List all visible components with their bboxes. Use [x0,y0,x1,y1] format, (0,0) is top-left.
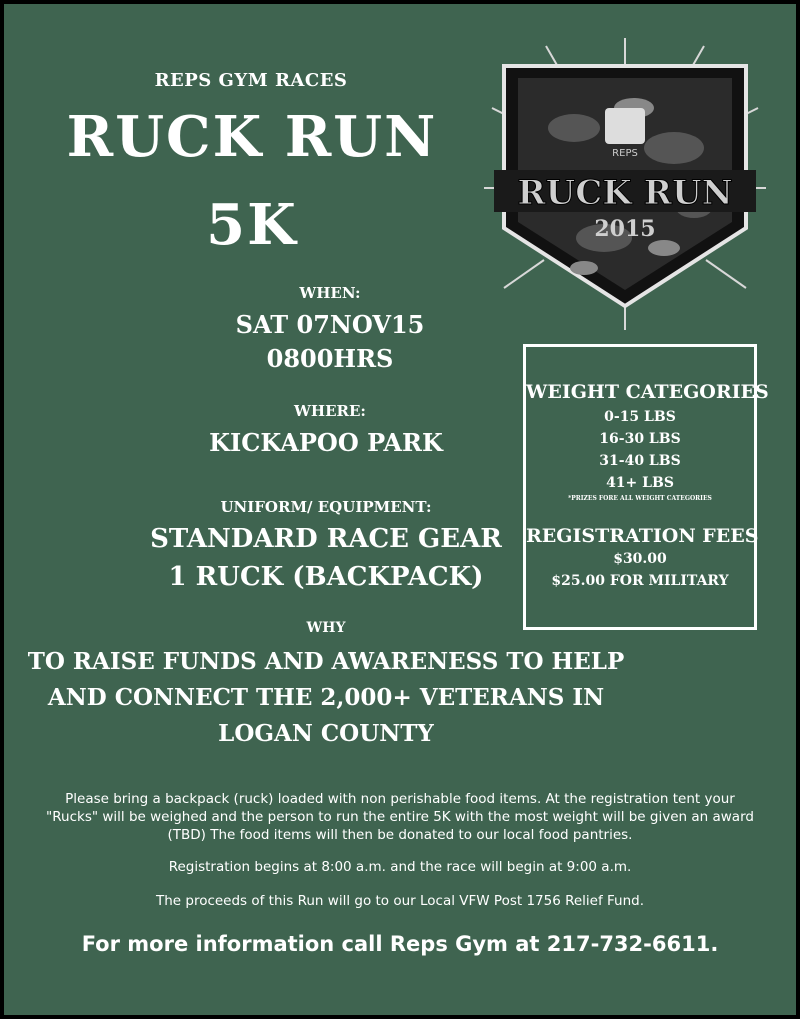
why-line-1: TO RAISE FUNDS AND AWARENESS TO HELP [27,648,625,675]
instructions-line-3: (TBD) The food items will then be donated to our local food pantries. [167,827,633,843]
registration-time-text: Registration begins at 8:00 a.m. and the race will begin at 9:00 a.m. [168,859,632,875]
logo-year: 2015 [594,216,656,242]
info-box [523,344,769,630]
equipment-line-1: STANDARD RACE GEAR [150,524,502,554]
why-line-2: AND CONNECT THE 2,000+ VETERANS IN [47,684,605,711]
equipment-line-2: 1 RUCK (BACKPACK) [168,562,484,592]
weight-category: 16-30 LBS [599,431,681,447]
weight-category: 0-15 LBS [604,409,676,425]
instructions-line-1: Please bring a backpack (ruck) loaded with non perishable food items. At the registration tent your [65,791,735,807]
contact-info: For more information call Reps Gym at 217-732-6611. [81,932,719,956]
prizes-note: *PRIZES FORE ALL WEIGHT CATEGORIES [568,495,712,502]
event-title: RUCK RUN [66,104,438,170]
event-date: SAT 07NOV15 [235,310,425,339]
why-label: WHY [306,620,346,636]
instructions-line-2: "Rucks" will be weighed and the person to run the entire 5K with the most weight will be given an award [46,809,754,825]
event-distance: 5K [206,192,298,258]
registration-fees-title: REGISTRATION FEES [526,525,759,547]
flyer [4,4,796,1015]
proceeds-text: The proceeds of this Run will go to our Local VFW Post 1756 Relief Fund. [155,893,645,909]
logo-brand: REPS [612,148,638,159]
event-location: KICKAPOO PARK [209,428,443,457]
where-label: WHERE: [294,402,366,420]
instructions-paragraph [44,790,756,844]
organizer-title: REPS GYM RACES [154,70,348,91]
weight-categories-title: WEIGHT CATEGORIES [526,381,769,403]
event-time: 0800HRS [266,344,394,373]
military-fee: $25.00 FOR MILITARY [551,573,729,589]
when-label: WHEN: [299,284,361,302]
ruck-run-badge-icon [484,38,766,330]
why-line-3: LOGAN COUNTY [218,720,434,747]
weight-category: 41+ LBS [606,475,674,491]
equipment-label: UNIFORM/ EQUIPMENT: [220,498,432,516]
registration-fee: $30.00 [613,551,667,567]
weight-category: 31-40 LBS [599,453,681,469]
logo-title: RUCK RUN [517,173,733,213]
